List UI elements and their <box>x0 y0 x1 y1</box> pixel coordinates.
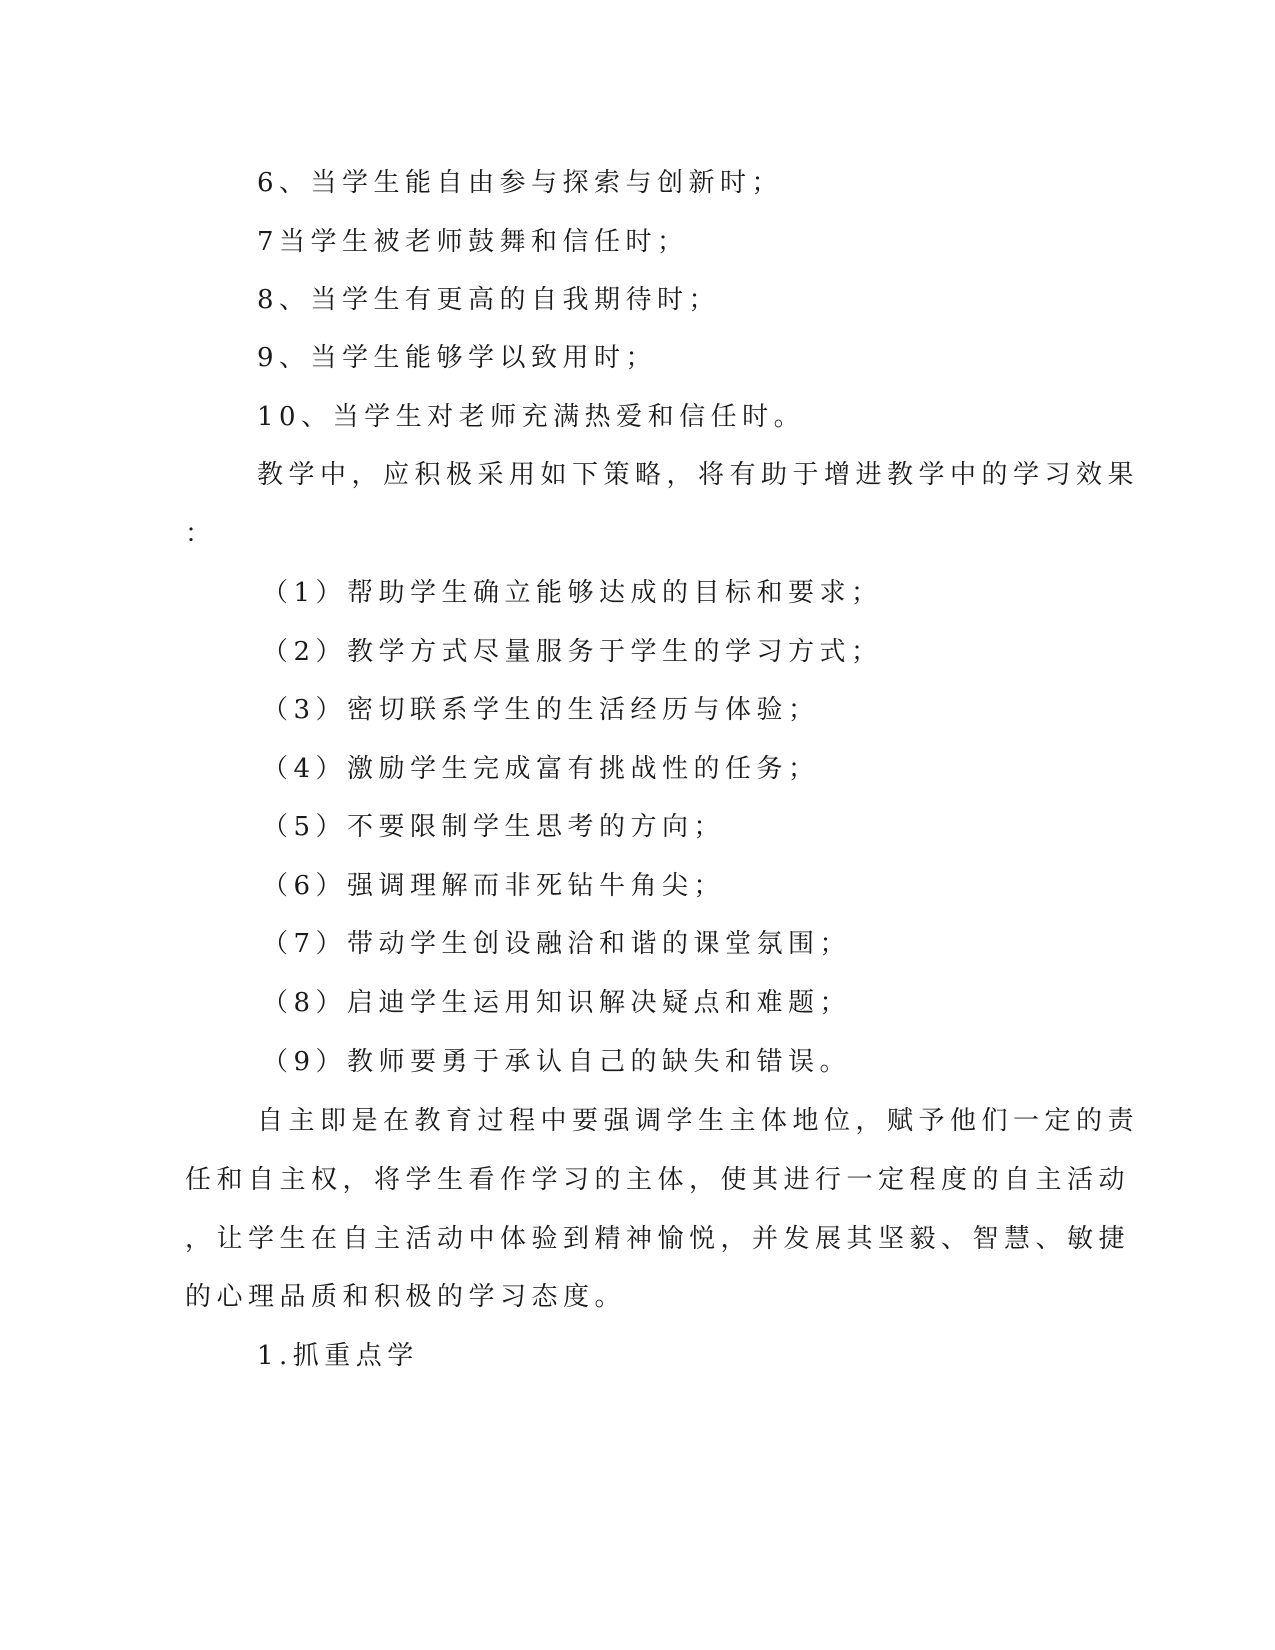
condition-6: 6、当学生能自由参与探索与创新时； <box>257 168 784 198</box>
strategy-item-8: （8）启迪学生运用知识解决疑点和难题； <box>262 988 852 1018</box>
strategy-item-7: （7）带动学生创设融洽和谐的课堂氛围； <box>262 929 852 959</box>
condition-7: 7当学生被老师鼓舞和信任时； <box>257 227 689 257</box>
strategy-item-6: （6）强调理解而非死钻牛角尖； <box>262 871 726 901</box>
section-heading: 1.抓重点学 <box>257 1341 419 1371</box>
autonomy-paragraph-line-1: 自主即是在教育过程中要强调学生主体地位，赋予他们一定的责 <box>257 1106 1140 1136</box>
autonomy-paragraph-line-4: 的心理品质和积极的学习态度。 <box>185 1282 627 1312</box>
strategy-item-1: （1）帮助学生确立能够达成的目标和要求； <box>262 578 883 608</box>
condition-8: 8、当学生有更高的自我期待时； <box>257 285 721 315</box>
condition-9: 9、当学生能够学以致用时； <box>257 343 658 373</box>
strategy-item-4: （4）激励学生完成富有挑战性的任务； <box>262 754 820 784</box>
strategy-item-2: （2）教学方式尽量服务于学生的学习方式； <box>262 637 883 667</box>
strategy-intro-line-1: 教学中，应积极采用如下策略，将有助于增进教学中的学习效果 <box>257 460 1140 490</box>
condition-10: 10、当学生对老师充满热爱和信任时。 <box>257 402 806 432</box>
autonomy-paragraph-line-2: 任和自主权，将学生看作学习的主体，使其进行一定程度的自主活动 <box>185 1165 1131 1195</box>
strategy-item-9: （9）教师要勇于承认自己的缺失和错误。 <box>262 1047 852 1077</box>
strategy-intro-line-2: ： <box>185 519 217 549</box>
strategy-item-3: （3）密切联系学生的生活经历与体验； <box>262 695 820 725</box>
strategy-item-5: （5）不要限制学生思考的方向； <box>262 812 726 842</box>
autonomy-paragraph-line-3: ，让学生在自主活动中体验到精神愉悦，并发展其坚毅、智慧、敏捷 <box>185 1224 1131 1254</box>
